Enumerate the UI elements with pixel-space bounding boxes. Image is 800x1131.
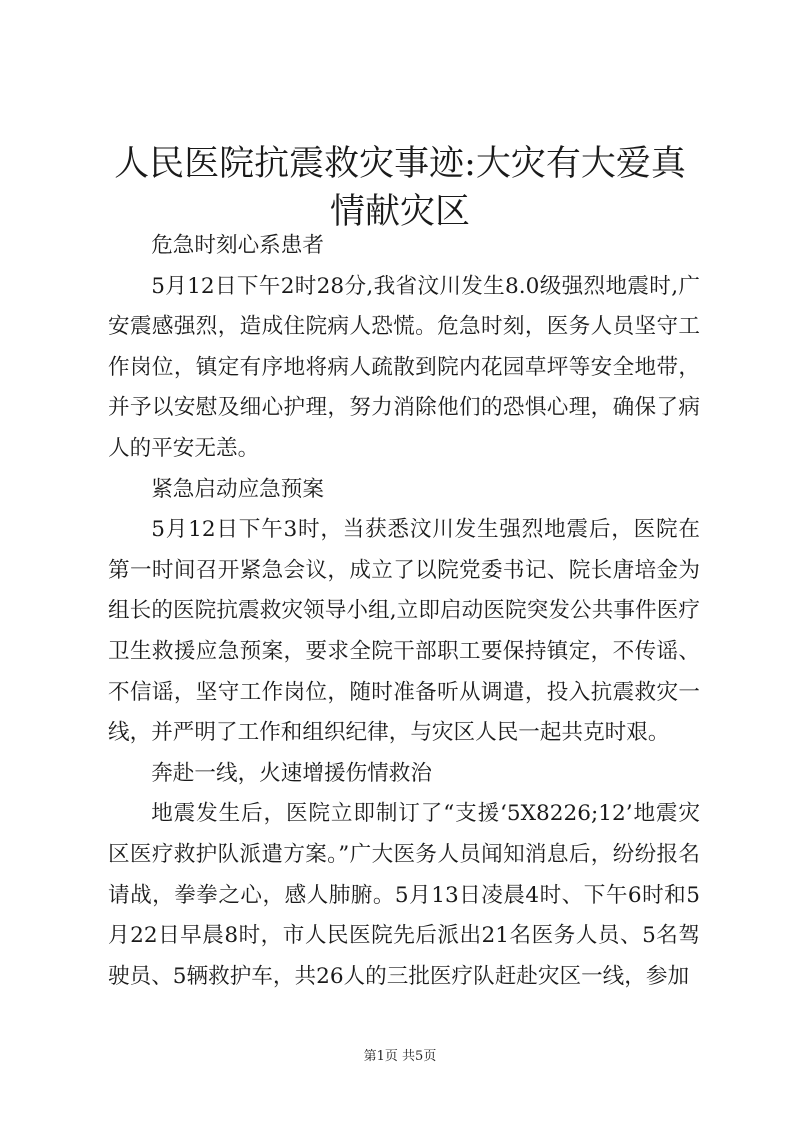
- section-heading: 紧急启动应急预案: [151, 476, 324, 502]
- document-body: [108, 226, 700, 997]
- document-title: 人民医院抗震救灾事迹:大灾有大爱真情献灾区: [114, 144, 686, 232]
- body-paragraph: 5月12日下午2时28分,我省汶川发生8.0级强烈地震时,广安震感强烈，造成住院病人恐慌。危急时刻，医务人员坚守工作岗位，镇定有序地将病人疏散到院内花园草坪等安全地带，并予以安慰及细心护理，努力消除他们的恐惧心理，确保了病人的平安无恙。: [108, 273, 700, 461]
- section-heading: 奔赴一线，火速增援伤情救治: [151, 760, 432, 786]
- body-paragraph: 5月12日下午3时，当获悉汶川发生强烈地震后，医院在第一时间召开紧急会议，成立了以院党委书记、院长唐培金为组长的医院抗震救灾领导小组,立即启动医院突发公共事件医疗卫生救援应急预案，要求全院干部职工要保持镇定，不传谣、不信谣，坚守工作岗位，随时准备听从调遣，投入抗震救灾一线，并严明了工作和组织纪律，与灾区人民一起共克时艰。: [108, 517, 700, 746]
- section-heading: 危急时刻心系患者: [151, 233, 324, 258]
- page-footer: 第1页 共5页: [363, 1049, 437, 1064]
- body-paragraph: 地震发生后，医院立即制订了“支援‘5X8226;12’地震灾区医疗救护队派遣方案。”广大医务人员闻知消息后，纷纷报名请战，拳拳之心，感人肺腑。5月13日凌晨4时、下午6时和5月22日早晨8时，市人民医院先后派出21名医务人员、5名驾驶员、5辆救护车，共26人的三批医疗队赶赴灾区一线，参加: [108, 801, 700, 989]
